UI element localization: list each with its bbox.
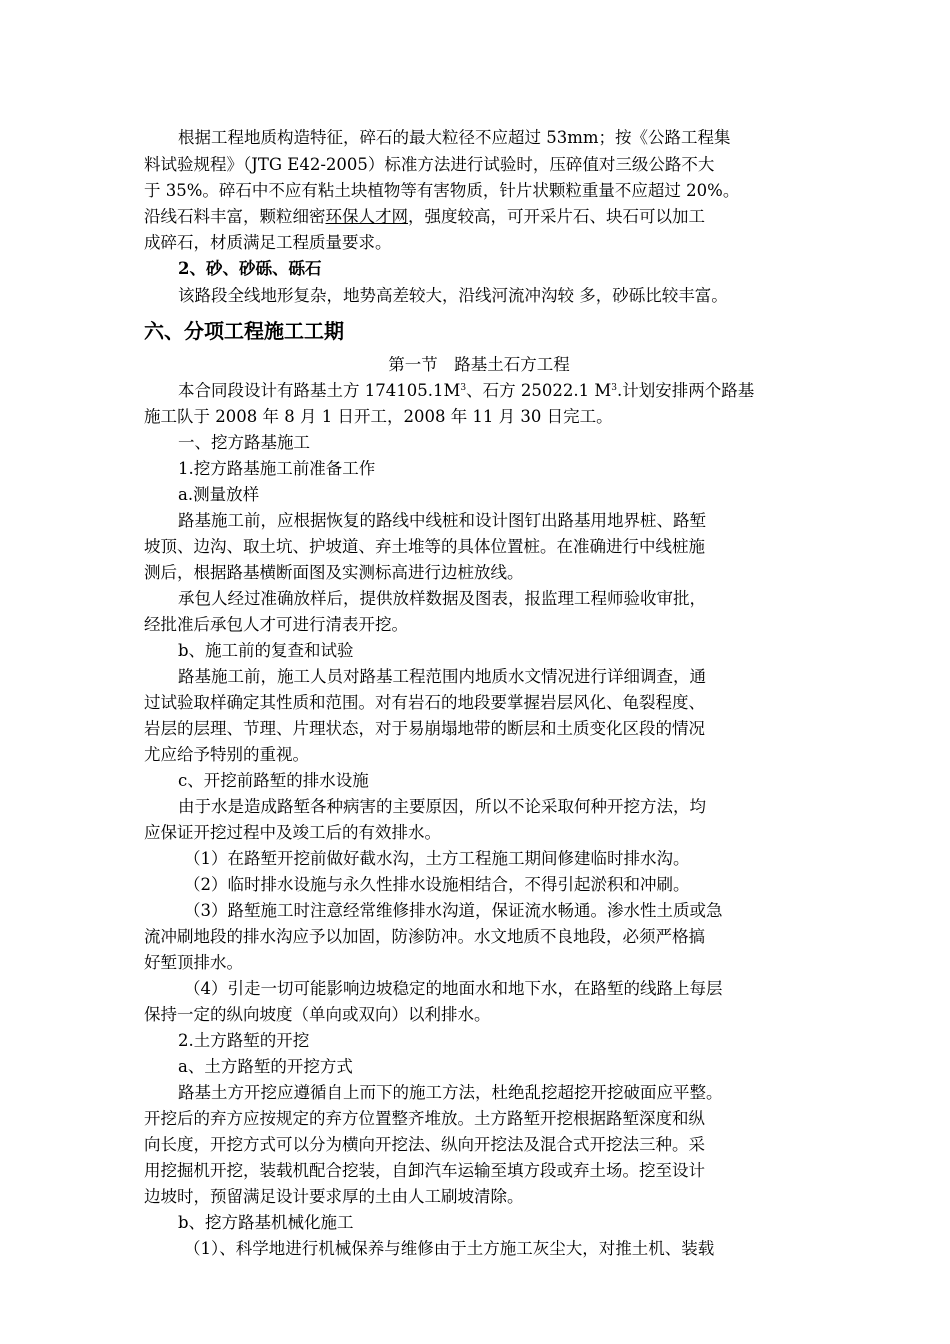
drain-item-3-line2: 流冲刷地段的排水沟应予以加固，防渗防冲。水文地质不良地段，必须严格搞 — [144, 927, 705, 946]
cubic-superscript: 3 — [460, 383, 467, 393]
para-method-line3: 向长度，开挖方式可以分为横向开挖法、纵向开挖法及混合式开挖法三种。采 — [144, 1135, 705, 1154]
para-drainage-line1: 由于水是造成路堑各种病害的主要原因，所以不论采取何种开挖方法，均 — [178, 797, 706, 816]
drain-item-3-line3: 好堑顶排水。 — [144, 953, 243, 972]
subsection1-heading: 第一节 路基土石方工程 — [388, 355, 570, 374]
para1-line2: 料试验规程》（JTG E42-2005）标准方法进行试验时，压碎值对三级公路不大 — [144, 155, 715, 174]
item2-title: 2、砂、砂砾、砾石 — [178, 259, 322, 278]
para2-line1 — [178, 378, 814, 404]
para-review-line3: 岩层的层理、节理、片理状态，对于易崩塌地带的断层和土质变化区段的情况 — [144, 719, 705, 738]
para-method-line4: 用挖掘机开挖，装载机配合挖装，自卸汽车运输至填方段或弃土场。挖至设计 — [144, 1161, 705, 1180]
para-contractor-line1: 承包人经过准确放样后，提供放样数据及图表，报监理工程师验收审批， — [178, 589, 706, 608]
mech-item-1: （1）、科学地进行机械保养与维修由于土方施工灰尘大，对推土机、装载 — [184, 1239, 715, 1258]
section6-heading: 六、分项工程施工工期 — [144, 319, 344, 343]
drain-item-4-line1: （4）引走一切可能影响边坡稳定的地面水和地下水，在路堑的线路上每层 — [184, 979, 723, 998]
para2-stonework-text: 、石方 25022.1 M — [466, 381, 612, 400]
para1-line4-text-a: 沿线石料丰富，颗粒细密 — [144, 207, 326, 226]
para1-line4 — [144, 204, 814, 230]
para-survey-line2: 坡顶、边沟、取土坑、护坡道、弃土堆等的具体位置桩。在准确进行中线桩施 — [144, 537, 705, 556]
heading-earth-cut: 2.土方路堑的开挖 — [178, 1031, 310, 1050]
heading-mechanized: b、挖方路基机械化施工 — [178, 1213, 354, 1232]
para-contractor-line2: 经批准后承包人才可进行清表开挖。 — [144, 615, 408, 634]
heading-preparation: 1.挖方路基施工前准备工作 — [178, 459, 376, 478]
para-method-line5: 边坡时，预留满足设计要求厚的土由人工刷坡清除。 — [144, 1187, 524, 1206]
para-method-line2: 开挖后的弃方应按规定的弃方位置整齐堆放。土方路堑开挖根据路堑深度和纵 — [144, 1109, 705, 1128]
drain-item-3-line1: （3）路堑施工时注意经常维修排水沟道，保证流水畅通。渗水性土质或急 — [184, 901, 723, 920]
para2-plan-text: .计划安排两个路基 — [616, 381, 755, 400]
heading-survey: a.测量放样 — [178, 485, 260, 504]
heading-cut-construction: 一、挖方路基施工 — [178, 433, 310, 452]
heading-review: b、施工前的复查和试验 — [178, 641, 354, 660]
para2-earthwork-text: 本合同段设计有路基土方 174105.1M — [178, 381, 461, 400]
para-drainage-line2: 应保证开挖过程中及竣工后的有效排水。 — [144, 823, 441, 842]
para-survey-line3: 测后，根据路基横断面图及实测标高进行边桩放线。 — [144, 563, 524, 582]
para-review-line4: 尤应给予特别的重视。 — [144, 745, 309, 764]
cubic-superscript: 3 — [611, 383, 617, 393]
heading-drainage: c、开挖前路堑的排水设施 — [178, 771, 369, 790]
para1-line3: 于 35%。碎石中不应有粘土块植物等有害物质，针片状颗粒重量不应超过 20%。 — [144, 181, 740, 200]
para2-line2: 施工队于 2008 年 8 月 1 日开工，2008 年 11 月 30 日完工。 — [144, 407, 613, 426]
para1-line1: 根据工程地质构造特征，碎石的最大粒径不应超过 53mm；按《公路工程集 — [178, 128, 731, 147]
para-method-line1: 路基土方开挖应遵循自上而下的施工方法，杜绝乱挖超挖开挖破面应平整。 — [178, 1083, 723, 1102]
para-review-line2: 过试验取样确定其性质和范围。对有岩石的地段要掌握岩层风化、龟裂程度、 — [144, 693, 705, 712]
para1-line5: 成碎石，材质满足工程质量要求。 — [144, 233, 392, 252]
environmental-talent-link[interactable]: 环保人才网 — [325, 207, 408, 226]
heading-cut-method: a、土方路堑的开挖方式 — [178, 1057, 353, 1076]
drain-item-2: （2）临时排水设施与永久性排水设施相结合，不得引起淤积和冲刷。 — [184, 875, 690, 894]
drain-item-4-line2: 保持一定的纵向坡度（单向或双向）以利排水。 — [144, 1005, 491, 1024]
para1-line4-text-b: ，强度较高，可开采片石、块石可以加工 — [408, 207, 705, 226]
para-survey-line1: 路基施工前，应根据恢复的路线中线桩和设计图钉出路基用地界桩、路堑 — [178, 511, 706, 530]
drain-item-1: （1）在路堑开挖前做好截水沟，土方工程施工期间修建临时排水沟。 — [184, 849, 690, 868]
item2-text: 该路段全线地形复杂，地势高差较大，沿线河流冲沟较 多，砂砾比较丰富。 — [178, 286, 728, 305]
para-review-line1: 路基施工前，施工人员对路基工程范围内地质水文情况进行详细调查，通 — [178, 667, 706, 686]
